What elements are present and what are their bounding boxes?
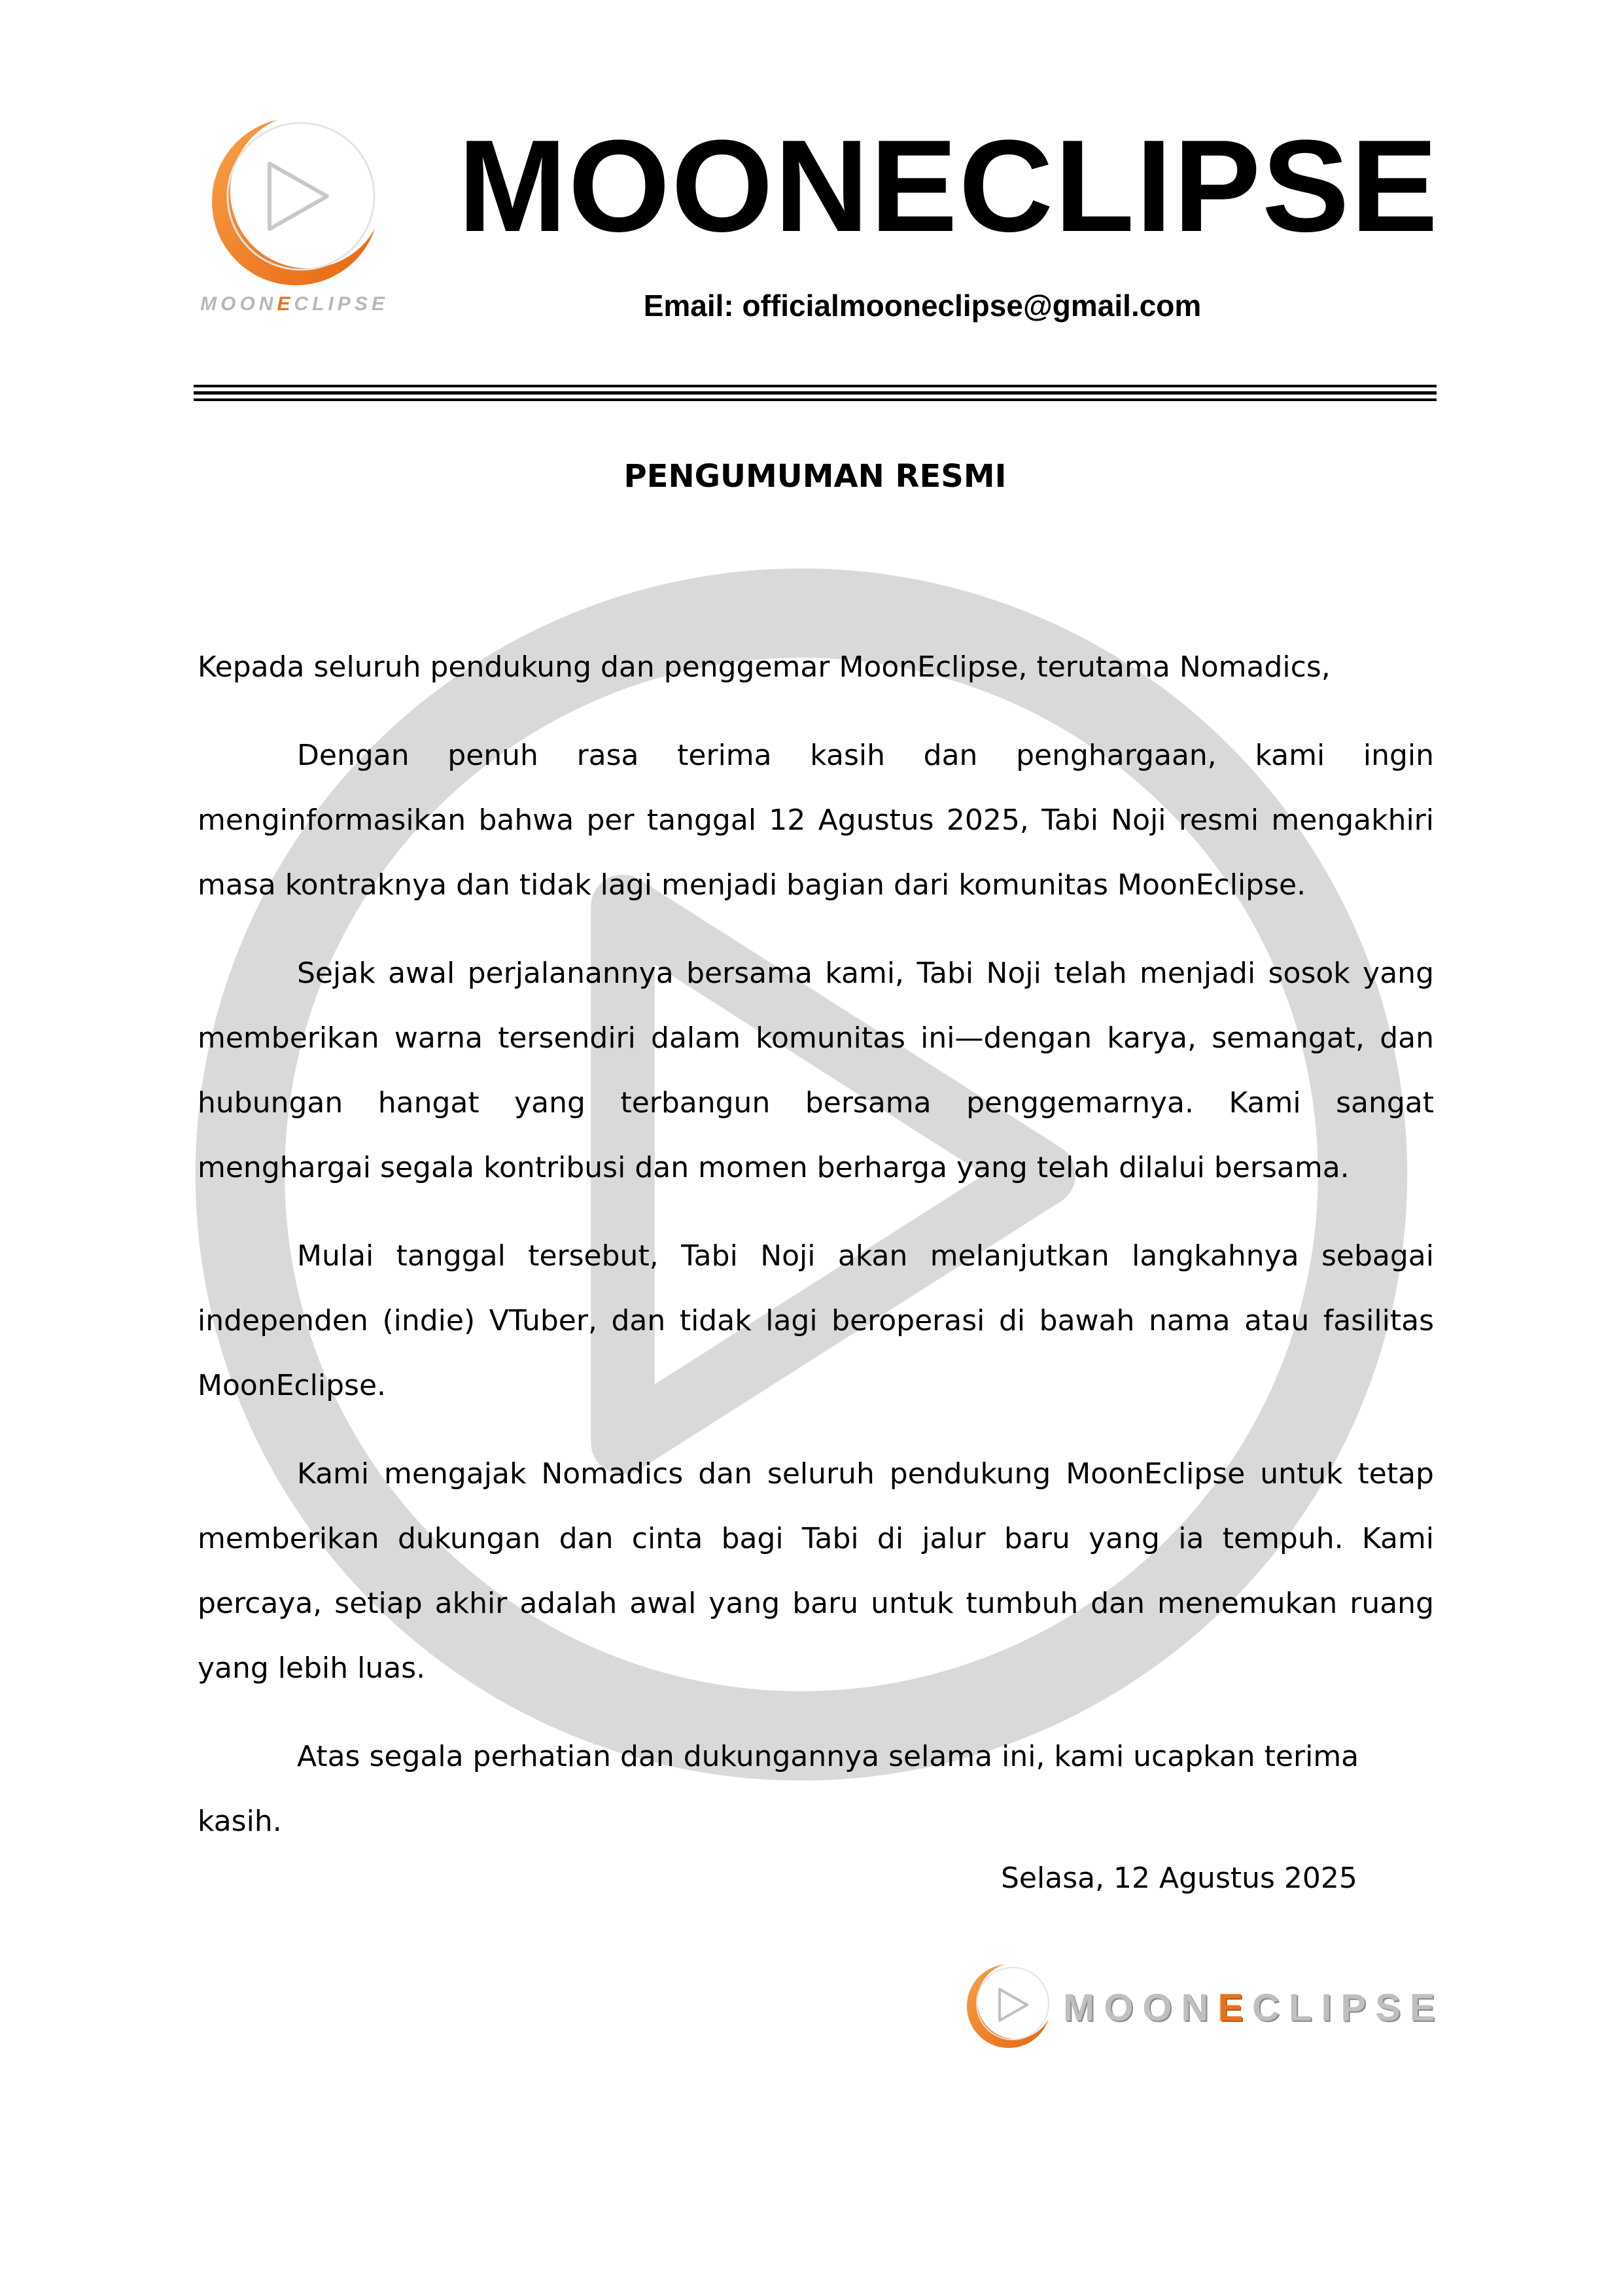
contact-email: Email: officialmooneclipse@gmail.com [643, 289, 1202, 323]
header-divider [194, 385, 1437, 387]
header-divider [194, 398, 1437, 401]
letter-date: Selasa, 12 Agustus 2025 [1001, 1862, 1357, 1895]
footer-logo-icon [962, 1956, 1060, 2055]
document-title: PENGUMUMAN RESMI [623, 458, 1007, 495]
header-divider [194, 391, 1437, 395]
paragraph: Dengan penuh rasa terima kasih dan penghargaan, kami ingin menginformasikan bahwa per tanggal 12 Agustus 2025, Tabi Noji resmi mengakhiri masa kontraknya dan tidak lagi menjadi bagian dari komunitas MoonEclipse. [198, 739, 1434, 902]
footer-logo-wordmark: MOONECLIPSE [1063, 1987, 1444, 2029]
brand-title: MOONECLIPSE [458, 113, 1439, 259]
paragraph: Mulai tanggal tersebut, Tabi Noji akan melanjutkan langkahnya sebagai independen (indie) VTuber, dan tidak lagi beroperasi di bawah nama atau fasilitas MoonEclipse. [198, 1239, 1434, 1402]
letter-body [198, 635, 1434, 1877]
paragraph: Kami mengajak Nomadics dan seluruh pendukung MoonEclipse untuk tetap memberikan dukungan dan cinta bagi Tabi di jalur baru yang ia tempuh. Kami percaya, setiap akhir adalah awal yang baru untuk tumbuh dan menemukan ruang yang lebih luas. [198, 1457, 1434, 1685]
logo-wordmark-small: MOONECLIPSE [200, 293, 389, 315]
paragraph: Sejak awal perjalanannya bersama kami, Tabi Noji telah menjadi sosok yang memberikan warna tersendiri dalam komunitas ini—dengan karya, semangat, dan hubungan hangat yang terbangun bersama penggemarnya. Kami sangat menghargai segala kontribusi dan momen berharga yang telah dilalui bersama. [198, 957, 1434, 1184]
closing-paragraph: Atas segala perhatian dan dukungannya selama ini, kami ucapkan terima kasih. [198, 1740, 1359, 1838]
salutation: Kepada seluruh pendukung dan penggemar MoonEclipse, terutama Nomadics, [198, 650, 1331, 684]
